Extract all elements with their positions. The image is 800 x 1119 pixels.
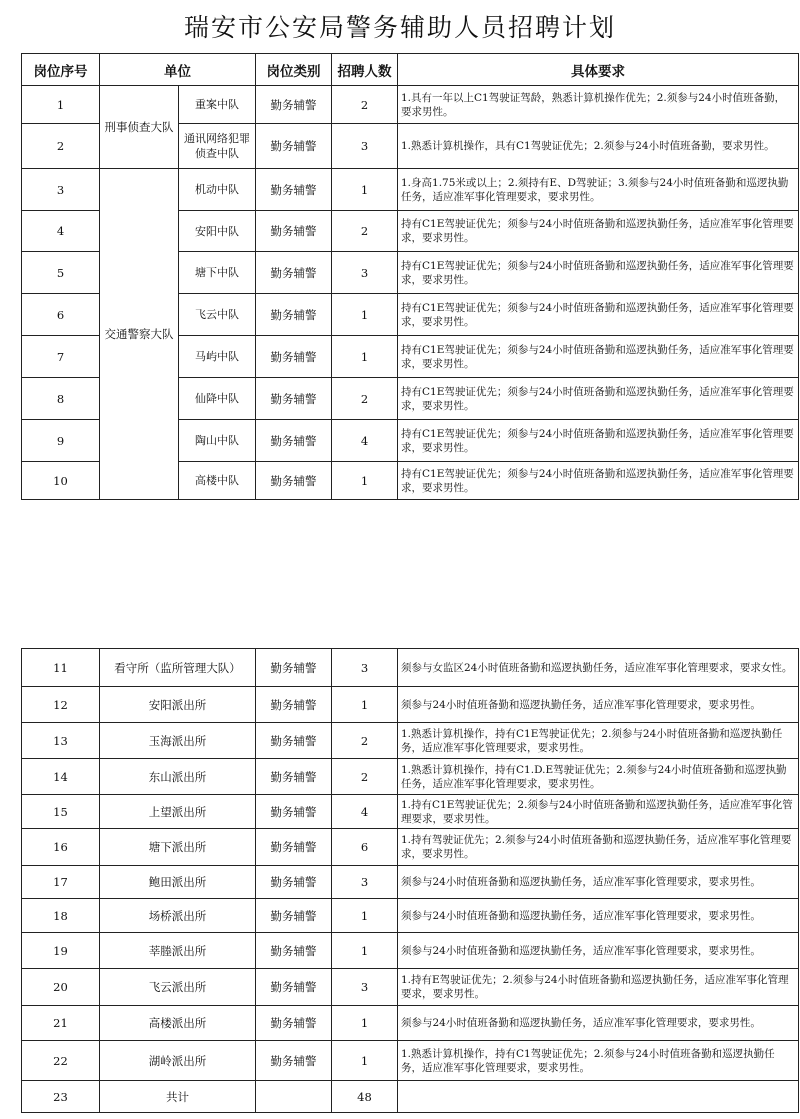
group-criminal: 刑事侦查大队 [100, 86, 179, 169]
requirements-cell: 1.具有一年以上C1驾驶证驾龄，熟悉计算机操作优先；2.须参与24小时值班备勤，要求男性。 [398, 86, 799, 124]
seq-cell: 14 [22, 759, 100, 795]
header-seq: 岗位序号 [22, 54, 100, 86]
total-count: 48 [332, 1081, 398, 1113]
table-row [22, 1041, 799, 1081]
count-cell: 3 [332, 969, 398, 1006]
count-cell: 2 [332, 211, 398, 252]
category-cell: 勤务辅警 [256, 899, 332, 933]
unit-cell: 安阳派出所 [100, 687, 256, 723]
requirements-cell: 1.持有C1E驾驶证优先；2.须参与24小时值班备勤和巡逻执勤任务，适应准军事化管理要求，要求男性。 [398, 795, 799, 829]
unit-cell: 莘塍派出所 [100, 933, 256, 969]
requirements-cell: 1.熟悉计算机操作，持有C1.D.E驾驶证优先；2.须参与24小时值班备勤和巡逻执勤任务，适应准军事化管理要求，要求男性。 [398, 759, 799, 795]
requirements-cell [398, 1081, 799, 1113]
count-cell: 1 [332, 294, 398, 336]
count-cell: 1 [332, 1006, 398, 1041]
recruitment-table-part1 [21, 53, 799, 500]
category-cell: 勤务辅警 [256, 336, 332, 378]
count-cell: 1 [332, 462, 398, 500]
total-row [22, 1081, 799, 1113]
unit-cell: 鲍田派出所 [100, 866, 256, 899]
category-cell: 勤务辅警 [256, 829, 332, 866]
seq-cell: 12 [22, 687, 100, 723]
seq-cell: 7 [22, 336, 100, 378]
requirements-cell: 持有C1E驾驶证优先；须参与24小时值班备勤和巡逻执勤任务，适应准军事化管理要求，要求男性。 [398, 462, 799, 500]
table-row [22, 899, 799, 933]
category-cell: 勤务辅警 [256, 1006, 332, 1041]
category-cell: 勤务辅警 [256, 795, 332, 829]
seq-cell: 13 [22, 723, 100, 759]
requirements-cell: 持有C1E驾驶证优先；须参与24小时值班备勤和巡逻执勤任务，适应准军事化管理要求，要求男性。 [398, 294, 799, 336]
table-row [22, 649, 799, 687]
seq-cell: 3 [22, 169, 100, 211]
category-cell: 勤务辅警 [256, 294, 332, 336]
category-cell: 勤务辅警 [256, 462, 332, 500]
category-cell: 勤务辅警 [256, 378, 332, 420]
category-cell: 勤务辅警 [256, 1041, 332, 1081]
seq-cell: 23 [22, 1081, 100, 1113]
unit-cell: 东山派出所 [100, 759, 256, 795]
sub-unit-cell: 高楼中队 [179, 462, 256, 500]
table-row [22, 866, 799, 899]
sub-unit-cell: 马屿中队 [179, 336, 256, 378]
category-cell: 勤务辅警 [256, 969, 332, 1006]
unit-cell: 高楼派出所 [100, 1006, 256, 1041]
recruitment-table-part2 [21, 648, 799, 1113]
page-title: 瑞安市公安局警务辅助人员招聘计划 [183, 13, 616, 42]
table-row [22, 687, 799, 723]
requirements-cell: 1.熟悉计算机操作，持有C1驾驶证优先；2.须参与24小时值班备勤和巡逻执勤任务，适应准军事化管理要求，要求男性。 [398, 1041, 799, 1081]
requirements-cell: 须参与24小时值班备勤和巡逻执勤任务，适应准军事化管理要求，要求男性。 [398, 899, 799, 933]
table-row [22, 723, 799, 759]
count-cell: 1 [332, 933, 398, 969]
seq-cell: 17 [22, 866, 100, 899]
unit-cell: 看守所（监所管理大队） [100, 649, 256, 687]
sub-unit-cell: 通讯网络犯罪侦查中队 [179, 124, 256, 169]
category-cell: 勤务辅警 [256, 759, 332, 795]
count-cell: 3 [332, 649, 398, 687]
seq-cell: 21 [22, 1006, 100, 1041]
requirements-cell: 1.持有E驾驶证优先；2.须参与24小时值班备勤和巡逻执勤任务，适应准军事化管理要求，要求男性。 [398, 969, 799, 1006]
category-cell: 勤务辅警 [256, 866, 332, 899]
seq-cell: 9 [22, 420, 100, 462]
category-cell: 勤务辅警 [256, 124, 332, 169]
requirements-cell: 1.熟悉计算机操作，持有C1E驾驶证优先；2.须参与24小时值班备勤和巡逻执勤任务，适应准军事化管理要求，要求男性。 [398, 723, 799, 759]
unit-cell: 飞云派出所 [100, 969, 256, 1006]
seq-cell: 16 [22, 829, 100, 866]
count-cell: 2 [332, 86, 398, 124]
seq-cell: 2 [22, 124, 100, 169]
sub-unit-cell: 机动中队 [179, 169, 256, 211]
total-label: 共计 [100, 1081, 256, 1113]
unit-cell: 湖岭派出所 [100, 1041, 256, 1081]
seq-cell: 20 [22, 969, 100, 1006]
header-row [22, 54, 799, 86]
requirements-cell: 1.熟悉计算机操作，具有C1驾驶证优先；2.须参与24小时值班备勤，要求男性。 [398, 124, 799, 169]
count-cell: 2 [332, 723, 398, 759]
category-cell: 勤务辅警 [256, 723, 332, 759]
table-row [22, 933, 799, 969]
count-cell: 6 [332, 829, 398, 866]
requirements-cell: 须参与24小时值班备勤和巡逻执勤任务，适应准军事化管理要求，要求男性。 [398, 866, 799, 899]
category-cell: 勤务辅警 [256, 649, 332, 687]
seq-cell: 10 [22, 462, 100, 500]
category-cell: 勤务辅警 [256, 687, 332, 723]
category-cell: 勤务辅警 [256, 169, 332, 211]
category-cell: 勤务辅警 [256, 86, 332, 124]
sub-unit-cell: 安阳中队 [179, 211, 256, 252]
sub-unit-cell: 仙降中队 [179, 378, 256, 420]
unit-cell: 玉海派出所 [100, 723, 256, 759]
table-row [22, 86, 799, 124]
count-cell: 3 [332, 124, 398, 169]
unit-cell: 塘下派出所 [100, 829, 256, 866]
seq-cell: 1 [22, 86, 100, 124]
sub-unit-cell: 陶山中队 [179, 420, 256, 462]
table-row [22, 795, 799, 829]
unit-cell: 上望派出所 [100, 795, 256, 829]
category-cell: 勤务辅警 [256, 211, 332, 252]
table-row [22, 1006, 799, 1041]
table-row [22, 829, 799, 866]
seq-cell: 22 [22, 1041, 100, 1081]
seq-cell: 18 [22, 899, 100, 933]
category-cell: 勤务辅警 [256, 252, 332, 294]
sub-unit-cell: 飞云中队 [179, 294, 256, 336]
seq-cell: 4 [22, 211, 100, 252]
count-cell: 4 [332, 795, 398, 829]
requirements-cell: 持有C1E驾驶证优先；须参与24小时值班备勤和巡逻执勤任务，适应准军事化管理要求，要求男性。 [398, 252, 799, 294]
category-cell: 勤务辅警 [256, 420, 332, 462]
requirements-cell: 持有C1E驾驶证优先；须参与24小时值班备勤和巡逻执勤任务，适应准军事化管理要求，要求男性。 [398, 378, 799, 420]
requirements-cell: 须参与女监区24小时值班备勤和巡逻执勤任务，适应准军事化管理要求，要求女性。 [398, 649, 799, 687]
header-category: 岗位类别 [256, 54, 332, 86]
requirements-cell: 须参与24小时值班备勤和巡逻执勤任务，适应准军事化管理要求，要求男性。 [398, 933, 799, 969]
count-cell: 4 [332, 420, 398, 462]
count-cell: 1 [332, 1041, 398, 1081]
table-row [22, 969, 799, 1006]
table-row [22, 759, 799, 795]
header-count: 招聘人数 [332, 54, 398, 86]
seq-cell: 15 [22, 795, 100, 829]
header-requirements: 具体要求 [398, 54, 799, 86]
count-cell: 2 [332, 378, 398, 420]
requirements-cell: 持有C1E驾驶证优先；须参与24小时值班备勤和巡逻执勤任务，适应准军事化管理要求，要求男性。 [398, 211, 799, 252]
requirements-cell: 1.身高1.75米或以上；2.须持有E、D驾驶证；3.须参与24小时值班备勤和巡逻执勤任务，适应准军事化管理要求，要求男性。 [398, 169, 799, 211]
count-cell: 1 [332, 687, 398, 723]
requirements-cell: 持有C1E驾驶证优先；须参与24小时值班备勤和巡逻执勤任务，适应准军事化管理要求，要求男性。 [398, 336, 799, 378]
seq-cell: 8 [22, 378, 100, 420]
table-row [22, 169, 799, 211]
header-unit: 单位 [100, 54, 256, 86]
seq-cell: 5 [22, 252, 100, 294]
category-cell: 勤务辅警 [256, 933, 332, 969]
count-cell: 1 [332, 169, 398, 211]
seq-cell: 19 [22, 933, 100, 969]
unit-cell: 场桥派出所 [100, 899, 256, 933]
count-cell: 1 [332, 899, 398, 933]
count-cell: 1 [332, 336, 398, 378]
category-cell [256, 1081, 332, 1113]
seq-cell: 11 [22, 649, 100, 687]
count-cell: 2 [332, 759, 398, 795]
count-cell: 3 [332, 252, 398, 294]
requirements-cell: 须参与24小时值班备勤和巡逻执勤任务，适应准军事化管理要求，要求男性。 [398, 1006, 799, 1041]
sub-unit-cell: 塘下中队 [179, 252, 256, 294]
seq-cell: 6 [22, 294, 100, 336]
requirements-cell: 持有C1E驾驶证优先；须参与24小时值班备勤和巡逻执勤任务，适应准军事化管理要求，要求男性。 [398, 420, 799, 462]
requirements-cell: 1.持有驾驶证优先；2.须参与24小时值班备勤和巡逻执勤任务，适应准军事化管理要求，要求男性。 [398, 829, 799, 866]
requirements-cell: 须参与24小时值班备勤和巡逻执勤任务，适应准军事化管理要求，要求男性。 [398, 687, 799, 723]
sub-unit-cell: 重案中队 [179, 86, 256, 124]
group-traffic: 交通警察大队 [100, 169, 179, 500]
count-cell: 3 [332, 866, 398, 899]
